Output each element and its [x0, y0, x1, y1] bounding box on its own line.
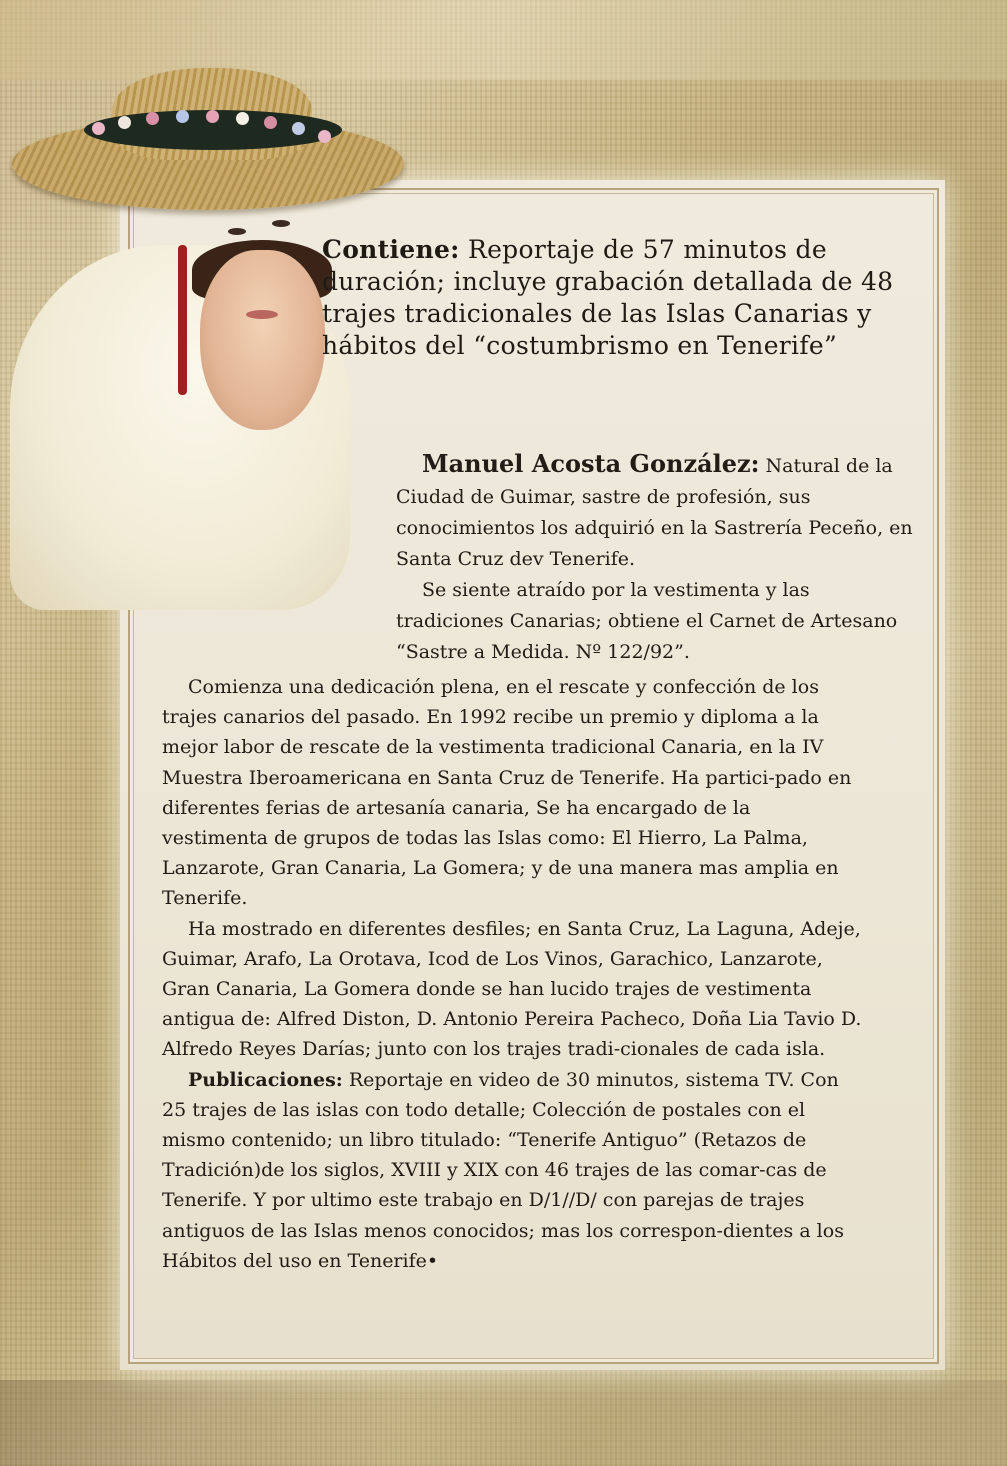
author-name: Manuel Acosta González:: [422, 449, 760, 478]
flower-icon: [176, 110, 189, 123]
publications-label: Publicaciones:: [188, 1068, 343, 1091]
top-texture-band: [0, 0, 1007, 80]
body-paragraph-publications: [162, 1065, 862, 1276]
bottom-texture-band: [0, 1380, 1007, 1466]
flower-icon: [264, 116, 277, 129]
right-eye: [272, 220, 290, 227]
author-paragraph-1: [396, 448, 916, 575]
author-bio: [396, 448, 916, 668]
main-body-text: [162, 672, 862, 1276]
flower-icon: [146, 112, 159, 125]
body-paragraph-shows: Ha mostrado en diferentes desfiles; en Santa Cruz, La Laguna, Adeje, Guimar, Arafo, La Orotava, Icod de Los Vinos, Garachico, Lanzarote, Gran Canaria, La Gomera donde se han lucido trajes de vestimenta antigua de: Alfred Diston, D. Antonio Pereira Pacheco, Doña Lia Tavio D. Alfredo Reyes Darías; junto con los trajes tradi-cionales de cada isla.: [162, 917, 862, 1061]
flower-icon: [92, 122, 105, 135]
flower-icon: [206, 110, 219, 123]
body-paragraph-rescue: Comienza una dedicación plena, en el rescate y confección de los trajes canarios del pasado. En 1992 recibe un premio y diploma a la mejor labor de rescate de la vestimenta tradicional Canaria, en la IV Muestra Iberoamericana en Santa Cruz de Tenerife. Ha partici-pado en diferentes ferias de artesanía canaria, Se ha encargado de la vestimenta de grupos de todas las Islas como: El Hierro, La Palma, Lanzarote, Gran Canaria, La Gomera; y de una manera mas amplia en Tenerife.: [162, 676, 852, 910]
publications-text: Reportaje en video de 30 minutos, sistema TV. Con 25 trajes de las islas con todo detalle; Colección de postales con el mismo contenido; un libro titulado: “Tenerife Antiguo” (Retazos de Tradición)de los siglos, XVIII y XIX con 46 trajes de las comar-cas de Tenerife. Y por ultimo este trabajo en D/1//D/ con parejas de trajes antiguos de las Islas menos conocidos; mas los correspon-dientes a los Hábitos del uso en Tenerife•: [162, 1068, 844, 1272]
author-paragraph-2: Se siente atraído por la vestimenta y las tradiciones Canarias; obtiene el Carnet de Artesano “Sastre a Medida. Nº 122/92”.: [396, 579, 898, 663]
author-bio-text: Natural de la Ciudad de Guimar, sastre de profesión, sus conocimientos los adquirió en la Sastrería Peceño, en Santa Cruz dev Tenerife.: [396, 455, 913, 570]
flower-icon: [292, 122, 305, 135]
flower-icon: [236, 112, 249, 125]
contents-label: Contiene:: [322, 235, 460, 264]
flower-icon: [318, 130, 331, 143]
lips: [246, 310, 278, 319]
woman-face: [200, 250, 325, 430]
red-ribbon: [178, 245, 187, 395]
left-eye: [228, 228, 246, 235]
contents-text: Reportaje de 57 minutos de duración; incluye grabación detallada de 48 trajes tradicionales de las Islas Canarias y hábitos del “costumbrismo en Tenerife”: [322, 235, 894, 360]
flower-icon: [118, 116, 131, 129]
contents-paragraph: [322, 234, 902, 362]
